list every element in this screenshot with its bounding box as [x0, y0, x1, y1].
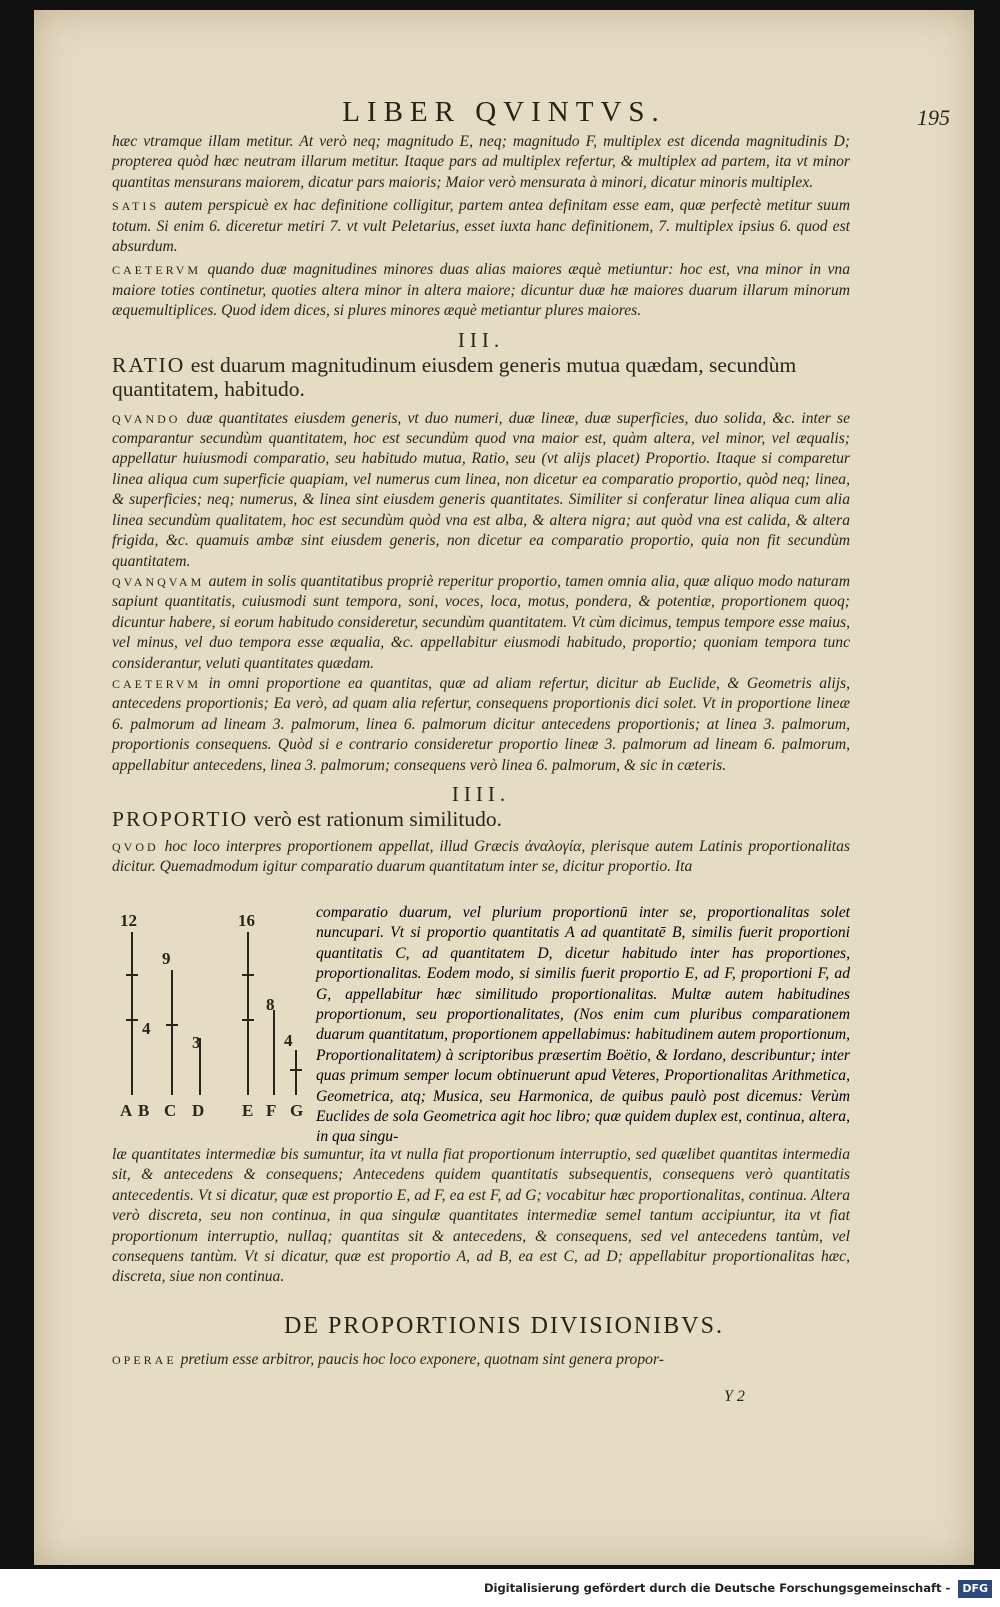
paragraph: QVANQVAM autem in solis quantitatibus propriè reperitur proportio, tamen omnia alia, quæ aliquo modo naturam sapiunt quantitatis, cuiusmodi sunt tempora, soni, voces, loca, motus, pondera, & potentiæ, proportionem quoq; dicuntur habere, si eorum habitudo consideretur, secundùm quantitatem. Vt cùm dicimus, tempus tempore esse maius, vel minus, vel duo tempora esse æqualia, &c. appellabitur eiusmodi habitudo, proportio; quoniam tempora tunc considerantur, veluti quantitates quædam.: [112, 572, 850, 672]
paragraph: læ quantitates intermediæ bis sumuntur, ita vt nulla fiat proportionum interruptio, sed quælibet quantitas intermedia sit, & antecedens & consequens; Antecedens quidem quantitatis subsequentis, consequens verò quantitatis antecedentis. Vt si dicatur, quæ est proportio E, ad F, ea est F, ad G; vocabitur hæc proportionalitas, continua. Altera verò discreta, seu non continua, in qua singulæ quantitates intermediæ semel tantum accipiuntur, ita vt fiat proportionum interruptio, nullaq; quantitas sit & antecedens, & consequens, sed vel antecedens tantùm, vel consequens tantùm. Vt si dicatur, quæ est proportio A, ad B, ea est C, ad D; appellabitur proportionalitas hæc, discreta, siue non continua.: [112, 1146, 850, 1286]
figure-number: 16: [238, 911, 255, 930]
paragraph: QVANDO duæ quantitates eiusdem generis, vt duo numeri, duæ lineæ, duæ superficies, duo solida, &c. inter se comparantur secundùm quantitatem, hoc est secundùm quod vna maior est, quàm altera, vel minor, vel æqualis; appellatur huiusmodi comparatio, seu habitudo mutua, Ratio, seu (vt alijs placet) Proportio. Itaque si comparetur linea aliqua cum superficie quapiam, vel numerus cum linea, non dicetur ea comparatio proportio, quòd neq; linea, & superficies; neq; numerus, & linea sint eiusdem generis quantitates. Similiter si conferatur linea aliqua cum alia linea secundùm qualitatem, hoc est secundùm quòd vna est alba, & altera nigra; aut quòd vna est calida, & altera frigida, &c. quamuis ambæ sint eiusdem generis, non dicetur ea comparatio proportio, quia non fit secundùm quantitatem.: [112, 409, 850, 570]
figure-label: F: [266, 1101, 277, 1120]
figure-label: C: [164, 1101, 177, 1120]
figure-label: E: [242, 1101, 254, 1120]
figure-number: 3: [192, 1033, 201, 1052]
paragraph: QVOD hoc loco interpres proportionem appellat, illud Græcis ἀναλογία, plerisque autem Latinis proportionalitas dicitur. Quemadmodum igitur comparatio duarum quantitatum inter se, dicitur proportio. Ita: [112, 837, 850, 876]
paragraph: CAETERVM quando duæ magnitudines minores duas alias maiores æquè metiuntur: hoc est, vna minor in vna maiore toties continetur, quoties altera minor in altera maiore; dicuntur duæ hæ maiores duarum illarum minorum æquemultiplices. Quod idem dices, si plures minores æquè metiantur plures maiores.: [112, 261, 851, 320]
footer-text: Digitalisierung gefördert durch die Deutsche Forschungsgemeinschaft -: [483, 1581, 951, 1595]
figure-side-text: [316, 903, 850, 1148]
paragraph: comparatio duarum, vel plurium proportionū inter se, proportionalitas solet nuncupari. Vt si proportio quantitatis A ad quantitatē B, similis fuerit proportioni quantitatis C, ad quantitatem D, dicetur habitudo inter has proportiones, proportionalitas. Eodem modo, si similis fuerit proportio E, ad F, proportioni F, ad G, appellabitur hæc similitudo proportionalitas. Multæ autem habitudines proportionum, seu proportionalitates, (Nos enim cum pluribus comparationem duarum quantitatum, proportionem appellabimus: habitudinem autem proportionum, Proportionalitatem) à scriptoribus præsertim Boëtio, & Iordano, describuntur; inter quas primum semper locum obtinuerunt apud Veteres, Proportionalitas Arithmetica, Geometrica, atq; Musica, seu Harmonica, de quibus paulò post dicemus: Verùm Euclides de sola Geometrica agit hoc libro; quæ quidem duplex est, continua, altera, in qua singu-: [316, 904, 850, 1146]
dfg-logo: DFG: [958, 1580, 992, 1598]
digitization-footer: [0, 1569, 1000, 1607]
figure-number: 9: [162, 949, 171, 968]
signature-mark: Y 2: [724, 1388, 745, 1405]
figure-label: G: [290, 1101, 304, 1120]
page-number: 195: [917, 105, 950, 130]
closing-commentary: [112, 1350, 850, 1370]
figure-number: 4: [142, 1019, 151, 1038]
definition-text: RATIO est duarum magnitudinum eiusdem generis mutua quædam, secundùm quantitatem, habitudo.: [112, 352, 797, 401]
paragraph: hæc vtramque illam metitur. At verò neq; magnitudo E, neq; magnitudo F, multiplex est dicenda magnitudinis D; propterea quòd hæc neutram illarum metitur. Itaque pars ad multiplex refertur, & multiplex ad partem, ita vt minor quantitas mensurans maiorem, dicatur pars maioris; Maior verò mensurata à minori, dicatur minoris multiplex.: [112, 133, 850, 191]
definition-text: PROPORTIO verò est rationum similitudo.: [112, 806, 502, 831]
paragraph: SATIS autem perspicuè ex hac definitione colligitur, partem antea definitam esse eam, quæ perfectè metitur suum totum. Si enim 6. diceretur metiri 7. vt vult Peletarius, esset iuxta hanc definitionem, 7. multiplex ipsius 6. quod est absurdum.: [112, 197, 850, 256]
book-page: [34, 10, 974, 1565]
running-header: LIBER QVINTVS.: [342, 96, 666, 128]
section-heading: DE PROPORTIONIS DIVISIONIBVS.: [284, 1313, 724, 1339]
proportion-lines-figure: [116, 910, 316, 1130]
figure-number: 8: [266, 995, 275, 1014]
lower-commentary: [112, 1145, 850, 1288]
paragraph: CAETERVM in omni proportione ea quantitas, quæ ad aliam refertur, dicitur ab Euclide, & Geometris alijs, antecedens proportionis; Ea verò, ad quam alia refertur, consequens proportionis dici solet. Vt in proportione lineæ 6. palmorum ad lineam 3. palmorum, linea 6. palmorum dicitur antecedens proportionis; at linea 3. palmorum, proportionis consequens. Quòd si e contrario consideretur proportio lineæ 3. palmorum ad lineam 6. palmorum, appellabitur antecedens, linea 3. palmorum; consequens verò linea 6. palmorum, & sic in cæteris.: [112, 674, 850, 774]
figure-label: B: [138, 1101, 150, 1120]
definition-number: III.: [457, 327, 505, 352]
definition-number: IIII.: [451, 781, 511, 806]
intro-commentary: [112, 132, 850, 878]
figure-label: A: [120, 1101, 133, 1120]
figure-label: D: [192, 1101, 205, 1120]
figure-number: 4: [284, 1031, 293, 1050]
paragraph: OPERAE pretium esse arbitror, paucis hoc loco exponere, quotnam sint genera propor-: [112, 1351, 664, 1368]
figure-number: 12: [120, 911, 137, 930]
